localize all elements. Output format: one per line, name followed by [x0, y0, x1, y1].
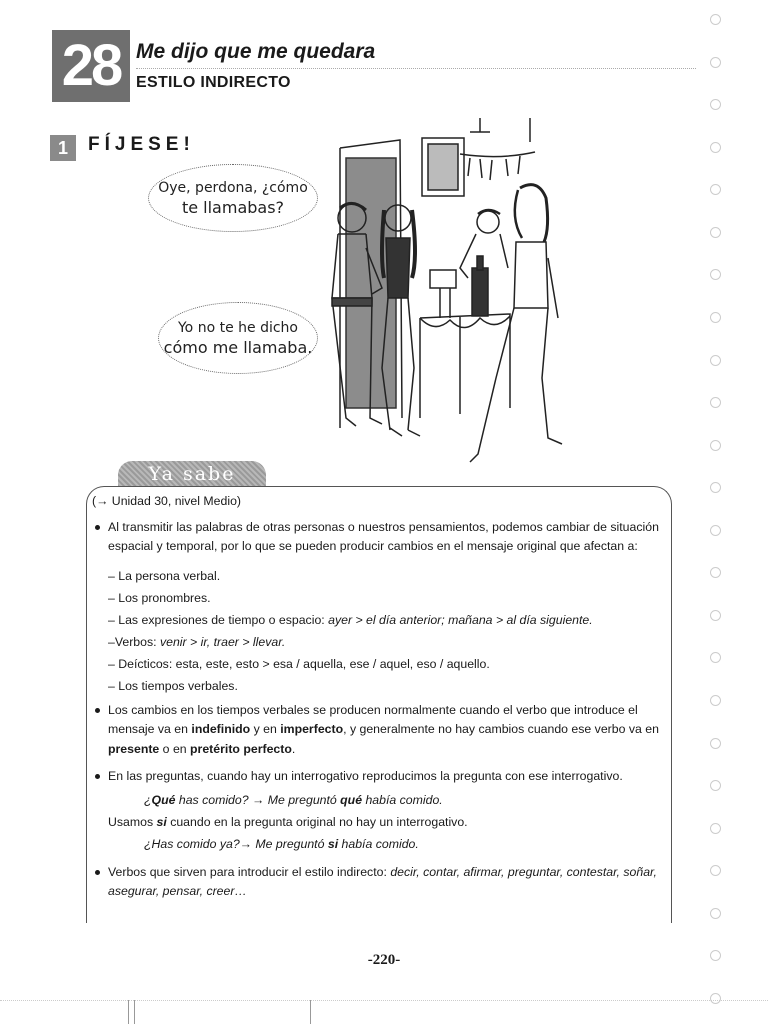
bullet-tenses: Los cambios en los tiempos verbales se producen normalmente cuando el verbo que introduce el mensaje va en indefinido y en imperfecto, y generalmente no hay cambios cuando ese verbo va en presente o en pretérito perfecto.: [92, 701, 662, 760]
speech-bubble-answer: [158, 302, 318, 374]
section-number-badge: 1: [50, 135, 76, 161]
list-item: – Deícticos: esta, este, esto > esa / aquella, ese / aquel, eso / aquello.: [108, 656, 490, 671]
binding-rings: [704, 14, 726, 1004]
ya-sabe-tab: Ya sabe: [118, 461, 266, 487]
speech-bubble-question: [148, 164, 318, 232]
scan-edge-line: [0, 1000, 768, 1001]
list-item: – Los pronombres.: [108, 590, 211, 605]
ya-sabe-content: [92, 492, 662, 910]
scan-mark: [134, 1000, 135, 1024]
unit-reference: (→ Unidad 30, nivel Medio): [92, 494, 241, 508]
bubble-1-line-2: te llamabas?: [181, 198, 285, 217]
unit-title: Me dijo que me quedara: [136, 40, 376, 63]
section-title: FÍJESE!: [88, 134, 195, 155]
party-scene-illustration: [310, 118, 580, 466]
list-item: –Verbos: venir > ir, traer > llevar.: [108, 634, 286, 649]
bubble-2-line-2: cómo me llamaba.: [163, 338, 313, 357]
scan-mark: [128, 1000, 129, 1024]
changes-list: [92, 565, 662, 697]
page-number: -220-: [367, 952, 401, 968]
unit-subtitle: ESTILO INDIRECTO: [136, 74, 291, 91]
bullet-intro: Al transmitir las palabras de otras personas o nuestros pensamientos, podemos cambiar de situación espacial y temporal, por lo que se pueden producir cambios en el mensaje original que afectan a:: [92, 518, 662, 557]
list-item: – Las expresiones de tiempo o espacio: ayer > el día anterior; mañana > al día siguiente.: [108, 612, 593, 627]
example-que: ¿Qué has comido? → Me preguntó qué había comido.: [144, 792, 443, 807]
scan-mark: [310, 1000, 311, 1024]
unit-number-badge: 28: [52, 30, 130, 102]
list-item: – Los tiempos verbales.: [108, 678, 238, 693]
header-divider: [136, 68, 696, 69]
bubble-2-line-1: Yo no te he dicho: [177, 320, 298, 336]
bubble-1-line-1: Oye, perdona, ¿cómo: [158, 180, 308, 196]
bullet-verbs: Verbos que sirven para introducir el estilo indirecto: decir, contar, afirmar, preguntar, contestar, soñar, asegurar, pensar, creer…: [92, 863, 662, 902]
bullet-questions: En las preguntas, cuando hay un interrogativo reproducimos la pregunta con ese interrogativo.: [92, 767, 662, 787]
si-usage: Usamos si cuando en la pregunta original no hay un interrogativo.: [108, 814, 468, 829]
list-item: – La persona verbal.: [108, 568, 221, 583]
example-si: ¿Has comido ya?→ Me preguntó si había comido.: [144, 836, 419, 851]
